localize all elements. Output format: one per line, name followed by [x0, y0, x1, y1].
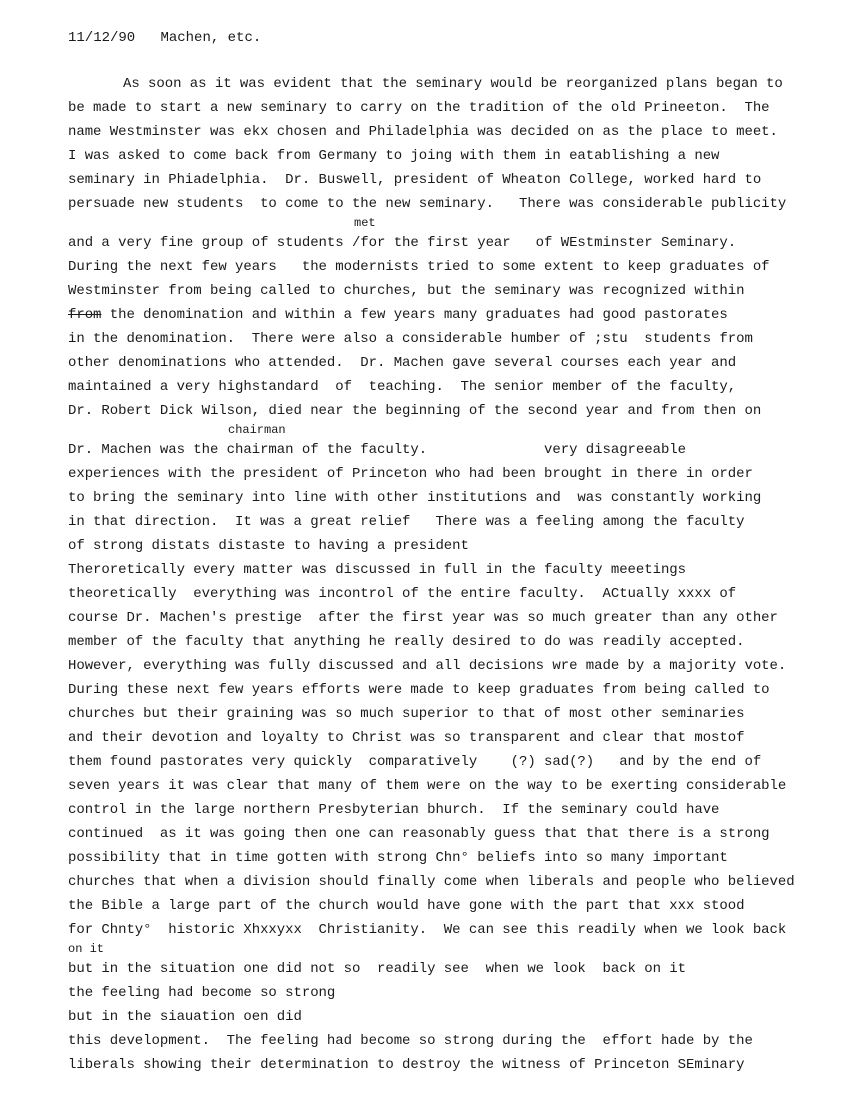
document-body: [68, 72, 848, 1077]
text-line: Westminster from being called to churches, but the seminary was recognized within: [68, 283, 745, 299]
text-line-rest: the denomination and within a few years many graduates had good pastorates: [101, 307, 728, 323]
text-line: control in the large northern Presbyterian bhurch. If the seminary could have: [68, 802, 720, 818]
text-line: and a very fine group of students /for the first year of WEstminster Seminary.: [68, 235, 737, 251]
struck-word: from: [68, 307, 102, 323]
text-line: [68, 303, 848, 327]
text-line: course Dr. Machen's prestige after the first year was so much greater than any other: [68, 610, 778, 626]
text-line: liberals showing their determination to destroy the witness of Princeton SEminary: [68, 1057, 745, 1073]
text-line: churches that when a division should finally come when liberals and people who believed: [68, 874, 795, 890]
text-line: but in the situation one did not so readily see when we look back on it: [68, 961, 687, 977]
text-line: During these next few years efforts were made to keep graduates from being called to: [68, 682, 770, 698]
text-line: this development. The feeling had become so strong during the effort hade by the: [68, 1033, 753, 1049]
text-line: to bring the seminary into line with other institutions and was constantly working: [68, 490, 762, 506]
text-line: the Bible a large part of the church would have gone with the part that xxx stood: [68, 898, 745, 914]
text-line: theoretically everything was incontrol of the entire faculty. ACtually xxxx of: [68, 586, 737, 602]
text-line: and their devotion and loyalty to Christ was so transparent and clear that mostof: [68, 730, 745, 746]
text-line: continued as it was going then one can reasonably guess that that there is a strong: [68, 826, 770, 842]
document-header: [68, 27, 261, 49]
text-line: other denominations who attended. Dr. Machen gave several courses each year and: [68, 355, 737, 371]
text-line: persuade new students to come to the new seminary. There was considerable publicity: [68, 196, 787, 212]
text-line: be made to start a new seminary to carry on the tradition of the old Prineeton. The: [68, 100, 770, 116]
text-line: for Chnty° historic Xhxxyxx Christianity. We can see this readily when we look back: [68, 922, 787, 938]
text-line: seminary in Phiadelphia. Dr. Buswell, president of Wheaton College, worked hard to: [68, 172, 762, 188]
text-line: experiences with the president of Princeton who had been brought in there in order: [68, 466, 753, 482]
text-line: As soon as it was evident that the seminary would be reorganized plans began to: [123, 76, 783, 92]
text-line: of strong distats distaste to having a president: [68, 538, 469, 554]
interlinear-insertion: met: [354, 216, 376, 230]
text-line: them found pastorates very quickly comparatively (?) sad(?) and by the end of: [68, 754, 762, 770]
interlinear-insertion: chairman: [228, 423, 286, 437]
text-line: However, everything was fully discussed and all decisions wre made by a majority vote.: [68, 658, 787, 674]
text-line: the feeling had become so strong: [68, 985, 336, 1001]
text-line: name Westminster was ekx chosen and Philadelphia was decided on as the place to meet.: [68, 124, 778, 140]
text-line: possibility that in time gotten with strong Chn° beliefs into so many important: [68, 850, 728, 866]
text-line: member of the faculty that anything he really desired to do was readily accepted.: [68, 634, 745, 650]
text-line: seven years it was clear that many of them were on the way to be exerting considerable: [68, 778, 787, 794]
text-line: maintained a very highstandard of teaching. The senior member of the faculty,: [68, 379, 737, 395]
text-line: Theroretically every matter was discussed in full in the faculty meeetings: [68, 562, 687, 578]
interlinear-insertion: on it: [68, 942, 105, 956]
text-line: Dr. Machen was the chairman of the faculty. very disagreeable: [68, 442, 687, 458]
text-line: During the next few years the modernists tried to some extent to keep graduates of: [68, 259, 770, 275]
text-line: in that direction. It was a great relief There was a feeling among the faculty: [68, 514, 745, 530]
text-line: in the denomination. There were also a considerable humber of ;stu students from: [68, 331, 753, 347]
text-line: I was asked to come back from Germany to joing with them in eatablishing a new: [68, 148, 720, 164]
text-line: churches but their graining was so much superior to that of most other seminaries: [68, 706, 745, 722]
text-line: but in the siauation oen did: [68, 1009, 302, 1025]
header-title: Machen, etc.: [160, 30, 262, 46]
header-date: 11/12/90: [68, 30, 136, 46]
text-line: Dr. Robert Dick Wilson, died near the beginning of the second year and from then on: [68, 403, 762, 419]
